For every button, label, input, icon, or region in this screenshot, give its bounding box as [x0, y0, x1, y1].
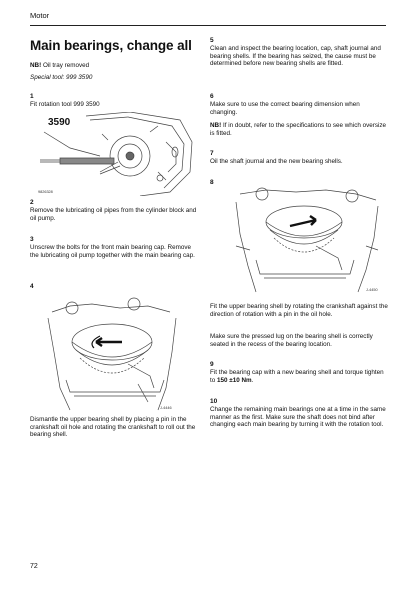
step-text: Dismantle the upper bearing shell by placing a pin in the crankshaft oil hole and rotating the crankshaft to roll out the bearing shell. — [30, 416, 196, 439]
step-text-continued: Make sure the pressed lug on the bearing shell is correctly seated in the recess of the bearing location. — [210, 333, 373, 348]
step-text — [210, 369, 388, 384]
nb-label: NB! — [210, 122, 222, 129]
nb-text: If in doubt, refer to the specifications to see which oversize is fitted. — [210, 122, 387, 137]
step-text: Fit rotation tool 999 3590 — [30, 101, 100, 108]
step-number: 6 — [210, 93, 214, 100]
step-number: 8 — [210, 179, 214, 186]
tool-label: 3590 — [48, 117, 71, 128]
step-text-start: Fit the bearing cap with a new bearing shell and torque tighten to — [210, 369, 384, 384]
figure-code: J-4446 — [160, 406, 172, 410]
step-text: Change the remaining main bearings one at a time in the same manner as the first. Make sure the shaft does not bind after changing each main bearing by turning it with the rotation tool. — [210, 406, 386, 429]
step-number: 10 — [210, 398, 218, 405]
step-text: Clean and inspect the bearing location, cap, shaft journal and bearing shells. If the bearing has seized, the cause must be determined before new bearing shells are fitted. — [210, 45, 381, 68]
torque-value: 150 ±10 Nm — [217, 376, 252, 384]
step-text: Unscrew the bolts for the front main bearing cap. Remove the lubricating oil pump together with the main bearing cap. — [30, 244, 195, 259]
step-number: 2 — [30, 199, 34, 206]
nb-text: Oil tray removed — [41, 62, 90, 69]
step-number: 7 — [210, 150, 214, 157]
header-rule — [30, 25, 386, 26]
figure-remove-shell — [30, 292, 200, 414]
figure-code: 9826328 — [38, 190, 53, 194]
step-text: Make sure to use the correct bearing dimension when changing. — [210, 101, 360, 116]
page-title: Main bearings, change all — [30, 38, 192, 53]
step-number: 3 — [30, 236, 34, 243]
figure-rotation-tool — [30, 112, 200, 196]
step-number: 4 — [30, 283, 34, 290]
step-text: Remove the lubricating oil pipes from the cylinder block and oil pump. — [30, 207, 197, 222]
step-nb — [210, 122, 388, 137]
step-text-end: . — [251, 376, 254, 384]
step-number: 5 — [210, 37, 214, 44]
step-number: 9 — [210, 361, 214, 368]
section-header: Motor — [30, 11, 50, 20]
figure-fit-shell — [226, 186, 386, 296]
step-text: Fit the upper bearing shell by rotating the crankshaft against the direction of rotation with a pin in the oil hole. — [210, 303, 388, 318]
figure-code: J-4450 — [366, 288, 378, 292]
page-number: 72 — [30, 563, 38, 570]
nb-label: NB! — [30, 62, 42, 69]
intro-nb — [30, 62, 89, 70]
step-number: 1 — [30, 93, 34, 100]
special-tool: Special tool: 999 3590 — [30, 74, 93, 81]
step-text: Oil the shaft journal and the new bearing shells. — [210, 158, 343, 165]
